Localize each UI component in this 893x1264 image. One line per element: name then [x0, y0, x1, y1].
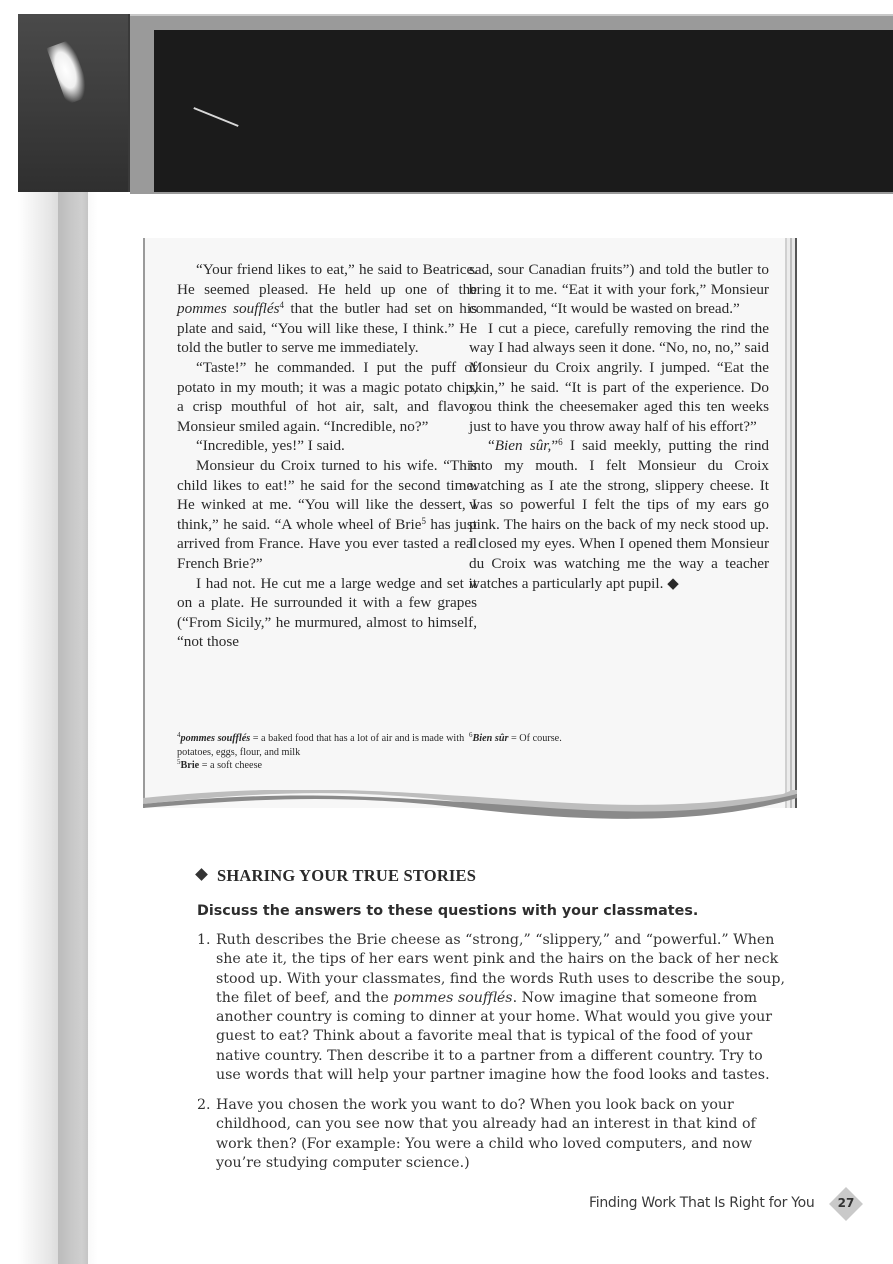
- reading-paragraph: [177, 260, 477, 358]
- footnote-number: 4: [177, 731, 181, 739]
- footnote-ref: 4: [279, 300, 285, 311]
- reading-paragraph: [177, 574, 477, 652]
- text-run: “Taste!” he commanded. I put the puff of potato in my mouth; it was a magic potato chip, a crisp mouthful of hot air, salt, and flavor. Monsieur smiled again. “Incredible, no?”: [177, 358, 477, 435]
- reading-paragraph: [177, 436, 477, 456]
- footnote-number: 5: [177, 758, 181, 766]
- section-heading: [197, 866, 476, 886]
- text-run: ”: [551, 437, 559, 455]
- reading-column-left: [177, 260, 477, 652]
- reading-paragraph: [469, 260, 769, 319]
- reading-paragraph: [177, 358, 477, 436]
- section-heading-text: SHARING YOUR TRUE STORIES: [217, 866, 477, 885]
- text-run: has just arrived from France. Have you ever tasted a real French Brie?”: [177, 515, 477, 572]
- footnote-term: pommes soufflés: [180, 733, 251, 744]
- book-page-curl-bottom: [143, 790, 797, 830]
- question-text: Ruth describes the Brie cheese as “strong,” “slippery,” and “powerful.” When she ate it, the tips of her ears went pink and the hairs on the back of her neck stood up. With your classmates, find the words Ruth uses to describe the soup, the filet of beef, and the pommes soufflés. Now imagine that someone from another country is coming to dinner at your home. What would you give your guest to eat? Think about a favorite meal that is typical of the food of your native country. Then describe it to a partner from a different country. Try to use words that will help your partner imagine how the food looks and tastes.: [216, 932, 786, 1084]
- photo-left-panel: [18, 14, 128, 192]
- chalkboard-photo: [18, 14, 893, 192]
- text-run: I cut a piece, carefully removing the rind the way I had always seen it done. “No, no, no,” said Monsieur du Croix angrily. I jumped. “Eat the skin,” he said. “It is part of the experience. Do you think the cheesemaker aged this ten weeks just to have you throw away half of his effort?”: [469, 319, 769, 435]
- question-number: 1.: [197, 932, 211, 948]
- footnotes-left: [177, 732, 477, 773]
- section-instructions: Discuss the answers to these questions with your classmates.: [197, 903, 699, 919]
- page-number: 27: [837, 1196, 855, 1210]
- footnote: [469, 732, 769, 746]
- footnote: [177, 759, 477, 773]
- reading-paragraph: [469, 319, 769, 437]
- text-run: “: [488, 437, 495, 455]
- question-item: [197, 1096, 787, 1173]
- footnote-definition: = a soft cheese: [199, 760, 263, 771]
- footnote-ref: 5: [421, 515, 426, 526]
- footnote-definition: = a baked food that has a lot of air and is made with potatoes, eggs, flour, and milk: [177, 733, 465, 758]
- photo-light-glare: [47, 39, 92, 104]
- text-run: “Your friend likes to eat,” he said to Beatrice. He seemed pleased. He held up one of the: [177, 261, 477, 298]
- text-run: Monsieur du Croix turned to his wife. “This child likes to eat!” he said for the second time. He winked at me. “You will like the dessert, I think,” he said. “A whole wheel of Brie: [177, 456, 477, 533]
- text-run: sad, sour Canadian fruits”) and told the butler to bring it to me. “Eat it with your fork,” Monsieur commanded, “It would be wasted on bread.”: [469, 261, 769, 318]
- italic-term: pommes soufflés: [177, 300, 280, 318]
- reading-paragraph: [469, 436, 769, 593]
- reading-paragraph: [177, 456, 477, 574]
- text-run: I said meekly, putting the rind into my mouth. I felt Monsieur du Croix watching as I ate the strong, slippery cheese. It was so powerful I felt the tips of my ears go pink. The hairs on the back of my neck stood up. I closed my eyes. When I opened them Monsieur du Croix was watching me the way a teacher watches a particularly apt pupil. ◆: [469, 437, 770, 592]
- footnote-number: 6: [469, 731, 473, 739]
- page-number-badge: [831, 1189, 861, 1219]
- question-number: 2.: [197, 1097, 211, 1113]
- italic-term: Bien sûr,: [494, 437, 552, 455]
- question-text: Have you chosen the work you want to do? When you look back on your childhood, can you see now that you already had an interest in that kind of work then? (For example: You were a child who loved computers, and now you’re studying computer science.): [216, 1097, 756, 1171]
- diamond-bullet-icon: [195, 868, 208, 881]
- text-run: “Incredible, yes!” I said.: [196, 437, 345, 455]
- page-fold: [58, 192, 98, 1264]
- text-run: that the butler had set on his plate and said, “You will like these, I think.” He told the butler to serve me immediately.: [177, 300, 477, 357]
- footnotes-right: [469, 732, 769, 746]
- running-footer-title: Finding Work That Is Right for You: [589, 1195, 815, 1211]
- reading-column-right: [469, 260, 769, 593]
- footnote-definition: = Of course.: [508, 733, 562, 744]
- footnote: [177, 732, 477, 759]
- chalkboard: [154, 30, 893, 192]
- question-item: [197, 931, 787, 1085]
- text-run: I had not. He cut me a large wedge and set it on a plate. He surrounded it with a few grapes (“From Sicily,” he murmured, almost to himself, “not those: [177, 574, 477, 651]
- footnote-term: Bien sûr: [472, 733, 509, 744]
- footnote-term: Brie: [180, 760, 200, 771]
- reading-passage-box: [143, 238, 785, 808]
- footnote-ref: 6: [558, 437, 563, 448]
